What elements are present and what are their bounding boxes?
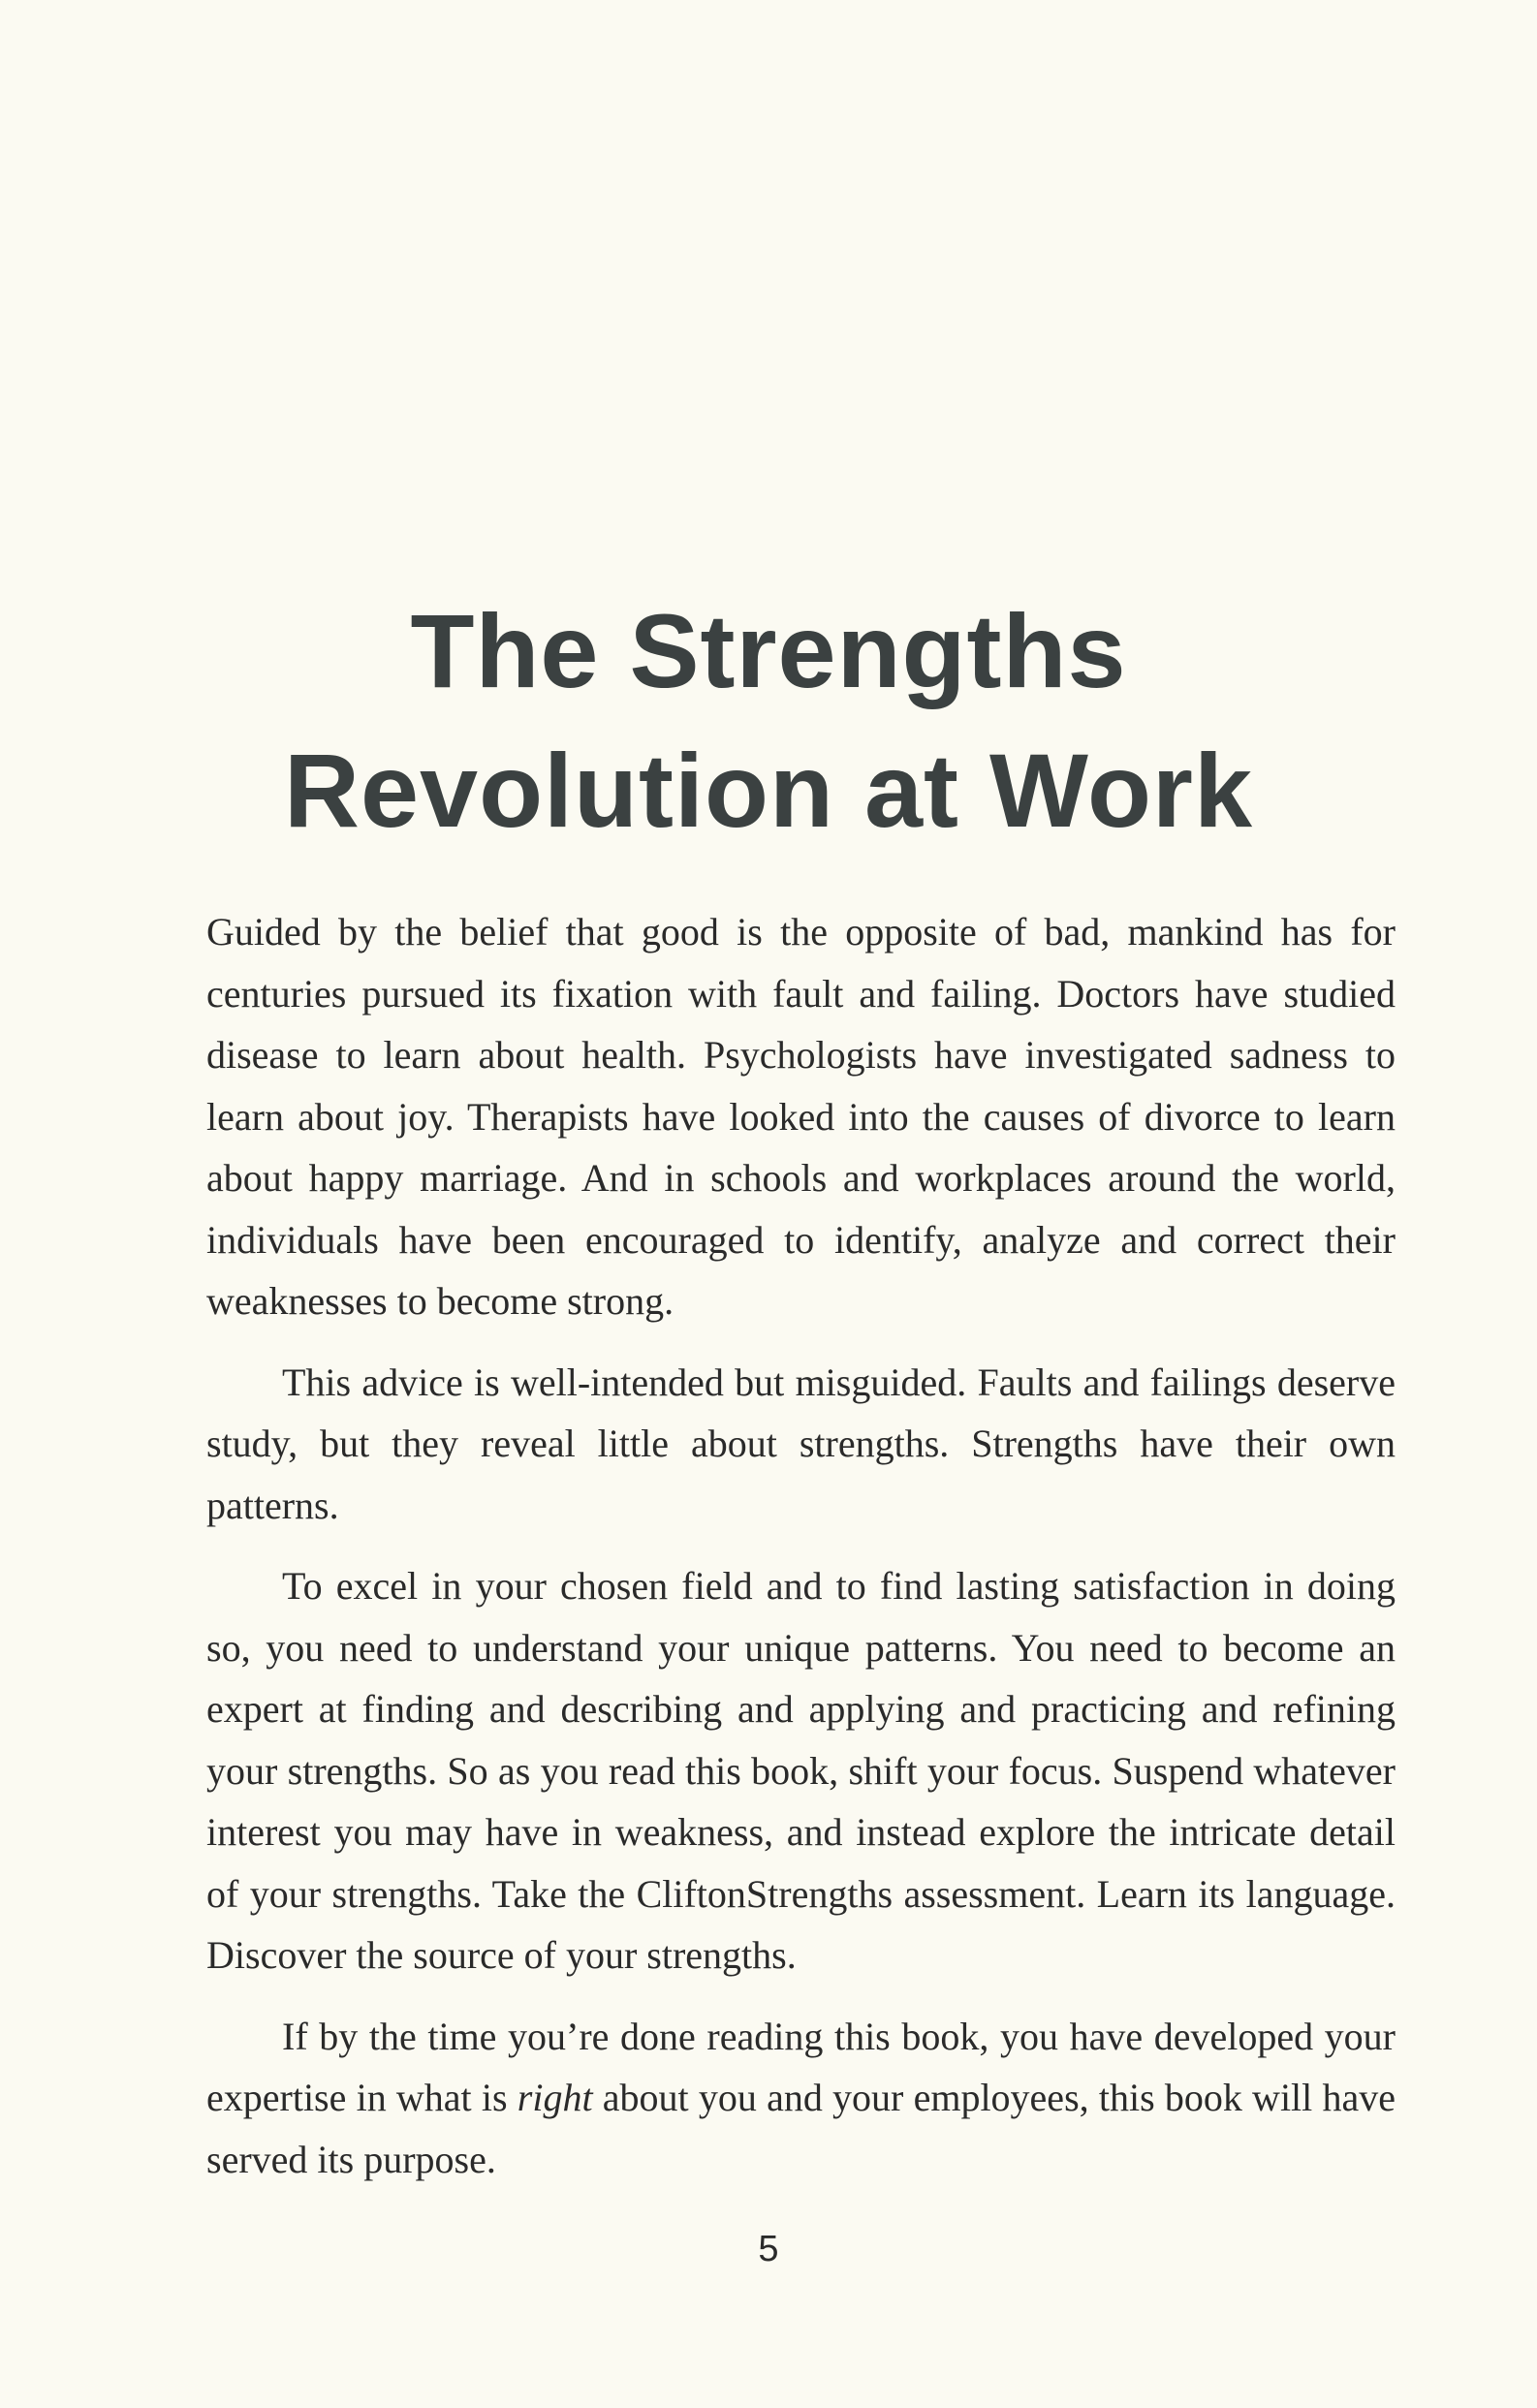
paragraph-4-emphasis: right <box>517 2076 593 2119</box>
paragraph-2: This advice is well-intended but misguided. Faults and failings deserve study, but they reveal little about strengths. Strengths have their own patterns. <box>206 1360 1396 1527</box>
chapter-title-line-1: The Strengths <box>410 592 1127 709</box>
paragraph-4 <box>206 2006 1396 2191</box>
paragraph-3: To excel in your chosen field and to find lasting satisfaction in doing so, you need to understand your unique patterns. You need to become an expert at finding and describing and applying and practicing and refining your strengths. So as you read this book, shift your focus. Suspend whatever interest you may have in weakness, and instead explore the intricate detail of your strengths. Take the CliftonStrengths assessment. Learn its language. Discover the source of your strengths. <box>206 1564 1396 1977</box>
paragraph-4-text-end: about you and your employees, this book will have served its purpose. <box>206 2076 1396 2181</box>
paragraph-4-text-start: If by the time you’re done reading this book, you have developed your expertise in what is <box>206 2014 1396 2119</box>
chapter-title <box>0 581 1537 860</box>
body-text <box>206 901 1396 2209</box>
paragraph-1: Guided by the belief that good is the opposite of bad, mankind has for centuries pursued its fixation with fault and failing. Doctors have studied disease to learn about health. Psychologists have investigated sadness to learn about joy. Therapists have looked into the causes of divorce to learn about happy marriage. And in schools and workplaces around the world, individuals have been encouraged to identify, analyze and correct their weaknesses to become strong. <box>206 910 1396 1323</box>
page-number: 5 <box>758 2229 779 2269</box>
chapter-title-line-2: Revolution at Work <box>283 732 1254 849</box>
